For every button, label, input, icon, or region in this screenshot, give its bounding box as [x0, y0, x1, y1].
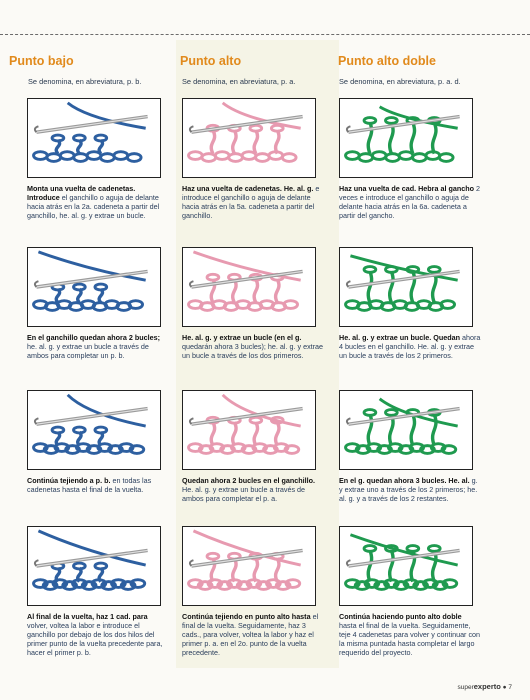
step-caption: Haz una vuelta de cadenetas. He. al. g. e introduce el ganchillo o aguja de delante hacia atrás en la 5a. cadeneta a partir del ganchillo. — [182, 184, 320, 220]
crochet-hook-illustration — [183, 248, 315, 326]
column-punto-alto — [176, 40, 339, 668]
stitch-illustration — [339, 247, 473, 327]
step-caption: Continúa tejiendo en punto alto hasta el final de la vuelta. Seguidamente, haz 3 cads., para volver, voltea la labor y haz el primer p. a. en el 2o. punto de la vuelta precedente. — [182, 612, 319, 657]
footer-prefix: super — [457, 684, 474, 691]
stitch-illustration — [27, 98, 161, 178]
step-caption: Al final de la vuelta, haz 1 cad. para volver, voltea la labor e introduce el ganchillo por debajo de los dos hilos del primer punto de la vuelta precedente para, hacer el primer p. b. — [27, 612, 163, 657]
crochet-hook-illustration — [340, 527, 472, 605]
step-caption: En el ganchillo quedan ahora 2 bucles; he. al. g. y extrae un bucle a través de ambos para completar un p. b. — [27, 333, 160, 360]
stitch-illustration — [182, 526, 316, 606]
stitch-illustration — [339, 98, 473, 178]
step-caption: Continúa haciendo punto alto doble hasta el final de la vuelta. Seguidamente, teje 4 cadenetas para volver y continuar con la misma puntada hasta completar el largo requerido del proyecto. — [339, 612, 481, 657]
crochet-hook-illustration — [183, 391, 315, 469]
step-caption: Haz una vuelta de cad. Hebra al gancho 2 veces e introduce el ganchillo o aguja de delante hacia atrás en la 6a. cadeneta a partir del gancho. — [339, 184, 481, 220]
footer-brand: experto — [473, 682, 501, 691]
step-caption: Monta una vuelta de cadenetas. Introduce el ganchillo o aguja de delante hacia atrás en la 2a. cadeneta a partir del ganchillo, he. al. g. y extrae un bucle. — [27, 184, 160, 220]
crochet-hook-illustration — [340, 99, 472, 177]
stitch-illustration — [339, 526, 473, 606]
column-subtitle: Se denomina, en abreviatura, p. a. d. — [339, 77, 461, 86]
step-caption: Continúa tejiendo a p. b. en todas las cadenetas hasta el final de la vuelta. — [27, 476, 152, 494]
step-caption: Quedan ahora 2 bucles en el ganchillo. He. al. g. y extrae un bucle a través de ambos para completar el p. a. — [182, 476, 316, 503]
stitch-illustration — [27, 526, 161, 606]
column-title: Punto alto doble — [338, 54, 436, 68]
step-caption: He. al. g. y extrae un bucle. Quedan ahora 4 bucles en el ganchillo. He. al. g. y extrae un bucle a través de los 2 primeros. — [339, 333, 481, 360]
crochet-hook-illustration — [183, 527, 315, 605]
stitch-illustration — [182, 98, 316, 178]
stitch-illustration — [27, 390, 161, 470]
crochet-hook-illustration — [28, 99, 160, 177]
column-punto-bajo — [5, 40, 168, 668]
crochet-hook-illustration — [340, 391, 472, 469]
crochet-hook-illustration — [183, 99, 315, 177]
page-number: 7 — [508, 684, 512, 691]
crochet-hook-illustration — [28, 248, 160, 326]
crochet-hook-illustration — [28, 527, 160, 605]
stitch-illustration — [339, 390, 473, 470]
page-footer: superexperto ● 7 — [457, 682, 512, 691]
column-title: Punto alto — [180, 54, 242, 68]
crochet-hook-illustration — [28, 391, 160, 469]
crochet-hook-illustration — [340, 248, 472, 326]
stitch-illustration — [182, 390, 316, 470]
column-subtitle: Se denomina, en abreviatura, p. b. — [28, 77, 142, 86]
stitch-illustration — [27, 247, 161, 327]
top-dashed-rule — [0, 34, 530, 35]
column-subtitle: Se denomina, en abreviatura, p. a. — [182, 77, 296, 86]
step-caption: He. al. g. y extrae un bucle (en el g. quedarán ahora 3 bucles); he. al. g. y extrae un bucle a través de los dos primeros. — [182, 333, 324, 360]
step-caption: En el g. quedan ahora 3 bucles. He. al. g. y extrae uno a través de los 2 primeros; he. al. g. y a través de los 2 restantes. — [339, 476, 478, 503]
column-title: Punto bajo — [9, 54, 74, 68]
stitch-illustration — [182, 247, 316, 327]
column-punto-alto-doble — [334, 40, 497, 668]
